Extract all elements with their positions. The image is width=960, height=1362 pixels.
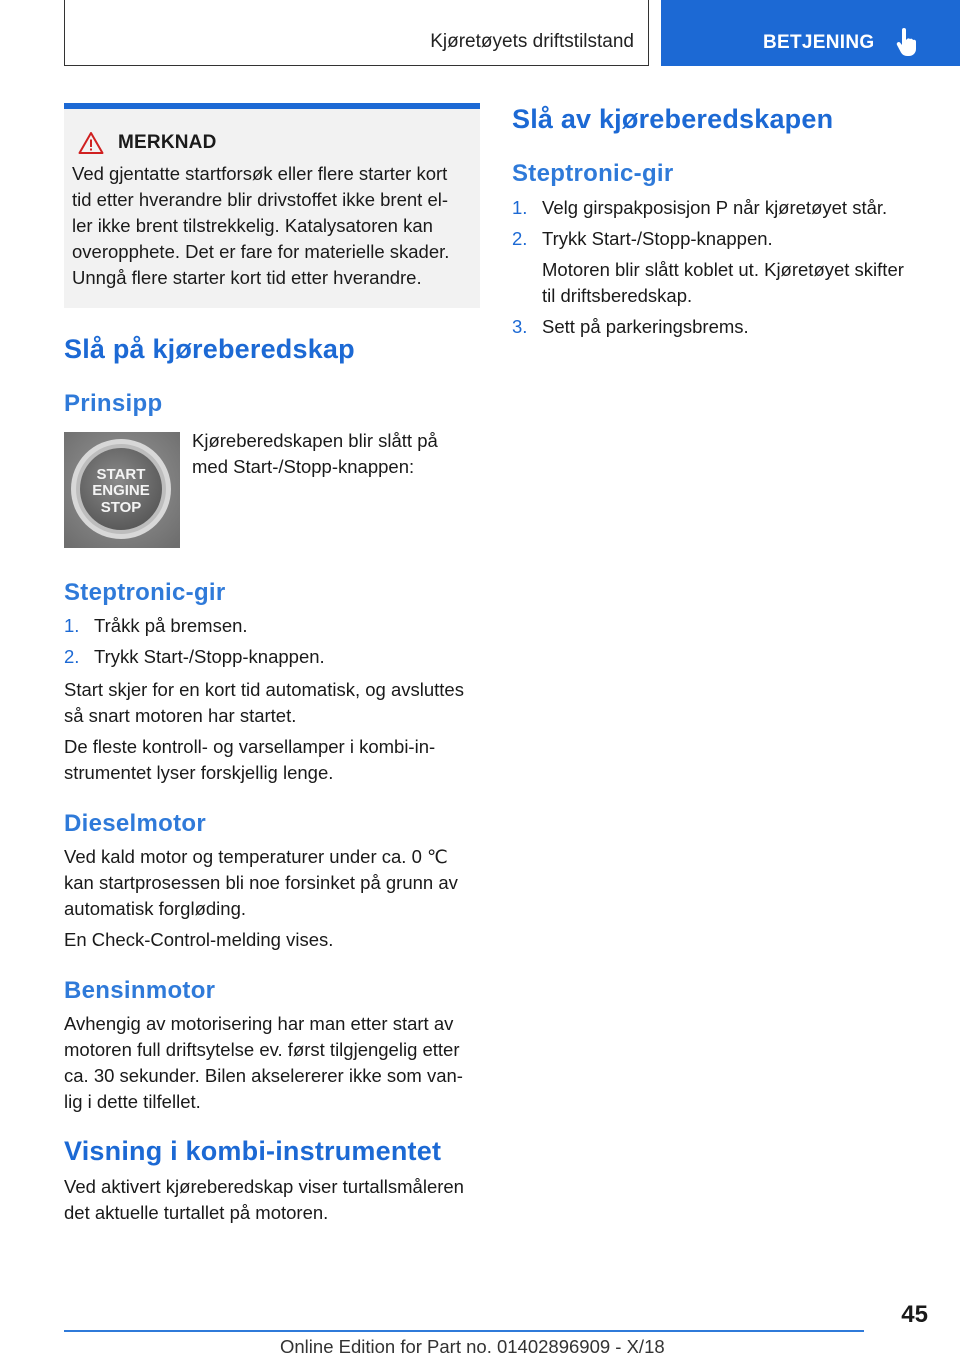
heading-petrol: Bensinmotor <box>64 977 216 1004</box>
list-item <box>512 195 887 221</box>
paragraph-line: Avhengig av motorisering har man etter start av <box>64 1013 454 1034</box>
principle-line: Kjøreberedskapen blir slått på <box>192 430 438 451</box>
step-result-line: Motoren blir slått koblet ut. Kjøretøyet skifter <box>542 259 904 280</box>
list-text: Velg girspakposisjon P når kjøretøyet står. <box>542 197 888 218</box>
note-line: ler ikke brent tilstrekkelig. Katalysatoren kan <box>72 215 433 236</box>
heading-steptronic: Steptronic-gir <box>64 579 226 606</box>
paragraph-line: lig i dette tilfellet. <box>64 1091 201 1112</box>
note-line: Unngå flere starter kort tid etter hverandre. <box>72 267 422 288</box>
step-result-line: til driftsberedskap. <box>542 285 693 306</box>
paragraph-line: En Check-Control-melding vises. <box>64 929 334 950</box>
warning-triangle-icon <box>78 131 104 155</box>
note-line: overopphete. Det er fare for materielle skader. <box>72 241 450 262</box>
list-number: 3. <box>512 316 528 337</box>
footer-divider <box>64 1330 864 1332</box>
list-text: Sett på parkeringsbrems. <box>542 316 749 337</box>
paragraph-line: strumentet lyser forskjellig lenge. <box>64 762 334 783</box>
paragraph-line: ca. 30 sekunder. Bilen akselererer ikke som van‐ <box>64 1065 463 1086</box>
list-item <box>512 314 749 340</box>
start-stop-button-image <box>64 432 180 548</box>
heading-diesel: Dieselmotor <box>64 810 207 837</box>
list-text: Tråkk på bremsen. <box>94 615 248 636</box>
hand-pointer-icon <box>896 28 918 56</box>
paragraph-line: De fleste kontroll- og varsellamper i kombi-in‐ <box>64 736 436 757</box>
list-number: 2. <box>64 646 80 667</box>
footer-edition: Online Edition for Part no. 01402896909 - X/18 <box>280 1336 665 1357</box>
heading-display: Visning i kombi-instrumentet <box>64 1136 442 1166</box>
paragraph-line: så snart motoren har startet. <box>64 705 297 726</box>
list-item <box>512 226 773 252</box>
principle-line: med Start-/Stopp-knappen: <box>192 456 415 477</box>
list-number: 1. <box>512 197 528 218</box>
list-item <box>64 644 325 670</box>
heading-turn-on: Slå på kjøreberedskap <box>64 334 355 364</box>
paragraph-line: automatisk forgløding. <box>64 898 247 919</box>
header-section-tab[interactable] <box>661 0 960 66</box>
note-line: tid etter hverandre blir drivstoffet ikke brent el‐ <box>72 189 448 210</box>
note-header <box>78 131 472 155</box>
button-label-stop: STOP <box>100 499 142 516</box>
button-label-start: START <box>96 466 146 483</box>
paragraph-line: kan startprosessen bli noe forsinket på grunn av <box>64 872 458 893</box>
note-title: MERKNAD <box>118 132 217 153</box>
note-line: Ved gjentatte startforsøk eller flere starter kort <box>72 163 448 184</box>
heading-principle: Prinsipp <box>64 390 163 417</box>
heading-steptronic-right: Steptronic-gir <box>512 160 674 187</box>
warning-note-box <box>64 103 480 308</box>
paragraph-line: motoren full driftsytelse ev. først tilgjengelig etter <box>64 1039 460 1060</box>
list-text: Trykk Start-/Stopp-knappen. <box>94 646 325 667</box>
paragraph-line: Start skjer for en kort tid automatisk, og avsluttes <box>64 679 464 700</box>
list-number: 2. <box>512 228 528 249</box>
list-number: 1. <box>64 615 80 636</box>
paragraph-line: det aktuelle turtallet på motoren. <box>64 1202 329 1223</box>
button-label-engine: ENGINE <box>92 482 150 499</box>
page-number: 45 <box>901 1301 928 1328</box>
header-section-title: BETJENING <box>763 32 875 53</box>
list-item <box>64 613 248 639</box>
heading-turn-off: Slå av kjøreberedskapen <box>512 104 834 134</box>
header-chapter-title: Kjøretøyets driftstilstand <box>430 31 634 52</box>
header-chapter-box <box>64 0 649 66</box>
paragraph-line: Ved aktivert kjøreberedskap viser turtallsmåleren <box>64 1176 464 1197</box>
list-text: Trykk Start-/Stopp-knappen. <box>542 228 773 249</box>
paragraph-line: Ved kald motor og temperaturer under ca. 0 ℃ <box>64 846 448 867</box>
